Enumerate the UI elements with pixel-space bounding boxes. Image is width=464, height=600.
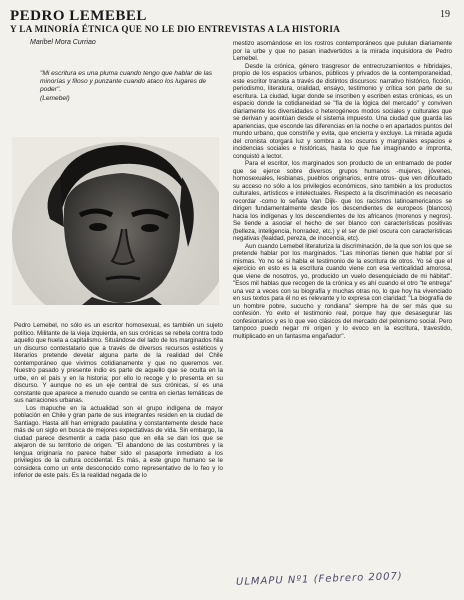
paragraph: Desde la crónica, género trasgresor de entrecruzamientos e hibridajes, propio de los espacios urbanos, públicos y privados de la contemporaneidad, este escritor transita a través de distintos discursos: narrativo histórico, ficción, periodismo, literatura, oralidad, ensayo, testimonio y crítica son parte de su escritura. La ciudad, lugar donde se inscriben y escriben estas crónicas, es un espacio donde la cotidianeidad se "fía de la lógica del mercado" y conviven diariamente los diversidades o heterogéneos modos sociales y culturales que se derivan y acentúan desde el sistema impuesto. Una ciudad que guarda las apariencias, que esconde las diferencias en la noche o en apartados puntos del mundo urbano, que constriñe y evita, que encierra y excluye. La mirada aguda del cronista otorgará luz y sombra a los oscuros y marginales espacios e incidencias sociales e históricas, hasta lo que fue imaginando e impronta, conquistó a lector.: [233, 62, 452, 160]
epigraph-text: "Mi escritura es una pluma cuando tengo que hablar de las minorías y filoso y punzante cuando ataco los lugares de poder".: [40, 70, 213, 94]
right-column: [233, 40, 452, 340]
paragraph: Aun cuando Lemebel literaturiza la discriminación, de la que son los que se pretende hablar por los marginados. "Las minorías tienen que hablar por sí mismas. Yo no sé si habla el testimonio de la escritura de otros. Yo sé que el ejercicio en esto es la escritura cuando viene con esa verticalidad amorosa, que viene de nosotros, yo, producido un vuelo desenquiciado de mi hábitat". "Esos mil hablas que recogen de la crónica y es ahí cuando el otro "te entrega" una vez a veces con su biografía y muchas otras no, lo que hoy ha vivenciado en sus textos para él no es relevante y lo expresa con claridad: "La biografía de un hombre pobre, sucucho y rondiana" siempre ha de ser más que su confesión. Yo evito el testimonio real, porque hay que desasegurar las confesionarios y es lo que veo clásicos del mercado del pelonismo social. Pero tampoco puedo negar mi origen y lo evoco en la escritura, travestido, multiplicado en un fantasma engañador".: [233, 242, 452, 340]
paragraph: Para el escritor, los marginados son producto de un entramado de poder que se ejerce sobre diversos grupos humanos -mujeres, jóvenes, homosexuales, lesbianas, pueblos originarios, entre otros- que ven dificultado su acceso no sólo a los privilegios económicos, sino también a los productos culturales, artísticos e intelectuales. Respecto a la discriminación es necesario recordar -como lo señala Van Dijk- que los racismos latinoamericanos se dirigen fundamentalmente desde los descendientes de europeos (blancos) hacia los indígenas y los descendientes de los africanos (morenos y negros). Se tiende a asociar el hecho de ser blanco con características positivas (belleza, inteligencia, honradez, etc.) y el ser de piel oscura con características negativas (fealdad, pereza, de inocencia, etc).: [233, 160, 452, 242]
paragraph: Pedro Lemebel, no sólo es un escritor homosexual, es también un sujeto político. Militante de la vieja izquierda, en sus crónicas se rebela contra todo aquello que huela a capitalismo. Situándose del lado de los marginados hila un discurso contestatario que a través de diversos recursos estéticos y literarios pretende develar alguna parte de la realidad del Chile contemporáneo que vivimos cotidianamente y que no queremos ver. Nuestro pasado y presente indio es parte de aquello que se oculta en la urbe, en el país y en la historia; por ello lo recoge y lo presenta en su discurso. Y aunque no es un eje central de sus crónicas, sí es una constante que aparece a menudo cuando se centra en ciertas temáticas de sus narraciones urbanas.: [14, 322, 223, 404]
article-subtitle: Y LA MINORÍA ÉTNICA QUE NO LE DIO ENTREVISTAS A LA HISTORIA: [10, 24, 341, 34]
paragraph: Los mapuche en la actualidad son el grupo indígena de mayor población en Chile y gran parte de sus integrantes residen en la ciudad de Santiago. Hasta allí han emigrado paulatina y constantemente desde hace más de un siglo en busca de mejores expectativas de vida. Sin embargo, la ciudad parece desmentir a cada paso que en ella se dan los que se alejaron de su territorio de origen. "El abandono de las costumbres y la lengua originaria no parece haber sido el pasaporte inmediato a los privilegios de la cultura occidental. Es más, a este grupo humano se le considera como un ente desconocido como representativo de lo feo y lo inferior de este país. Es la realidad negada de lo: [14, 404, 223, 479]
portrait-illustration: [12, 137, 219, 305]
article-title: PEDRO LEMEBEL: [10, 8, 147, 24]
paragraph: mestizo asomándose en los rostros contemporáneos que pululan diariamente por la urbe y que no pasan inadvertidos a la mirada inquisidora de Pedro Lemebel.: [233, 40, 452, 62]
page-number: 19: [440, 9, 450, 20]
handwritten-note: ULMAPU Nº1 (Febrero 2007): [235, 571, 403, 588]
author-byline: Maribel Mora Curriao: [30, 39, 96, 46]
portrait-photo: [12, 137, 219, 305]
epigraph-source: (Lemebel): [40, 94, 70, 102]
epigraph: [40, 70, 218, 103]
left-column: [14, 322, 223, 480]
